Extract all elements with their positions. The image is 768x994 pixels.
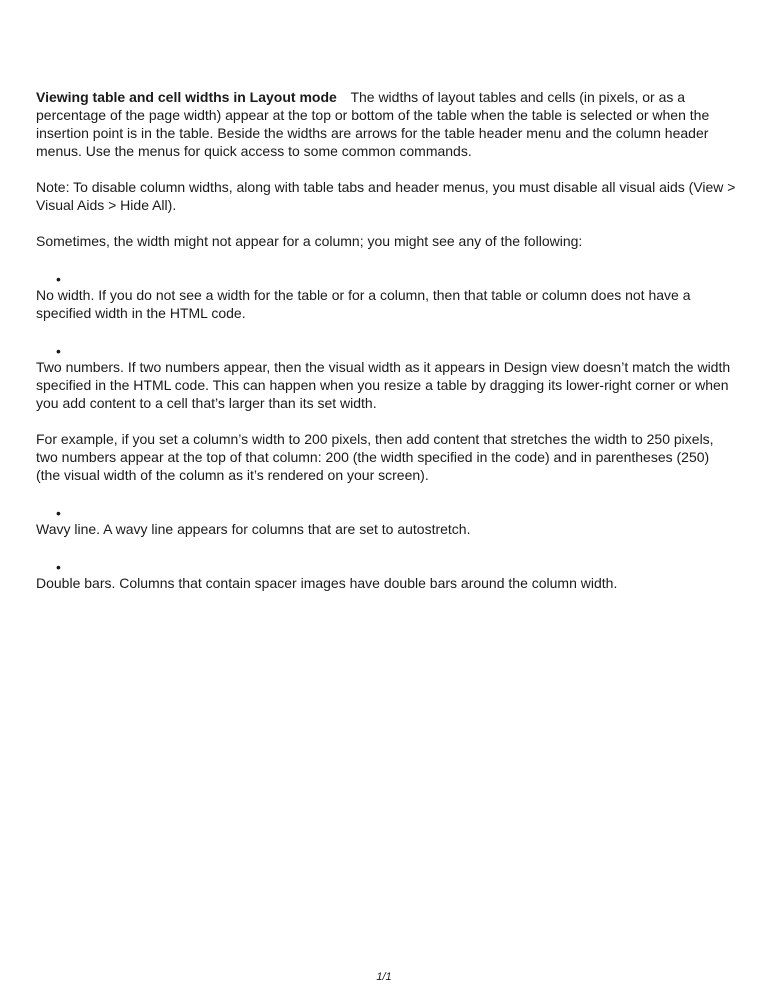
- list-item-text: No width. If you do not see a width for the table or for a column, then that table or column does not have a specified width in the HTML code.: [36, 287, 691, 321]
- list-item-text: Two numbers. If two numbers appear, then the visual width as it appears in Design view doesn’t match the width specified in the HTML code. This can happen when you resize a table by dragging its lower-right corner or when you add content to a cell that’s larger than its set width.: [36, 359, 731, 411]
- lead-in-paragraph: Sometimes, the width might not appear for a column; you might see any of the following:: [36, 233, 583, 249]
- bullet-icon: •: [56, 559, 61, 575]
- intro-paragraph: [36, 88, 736, 160]
- list-item-double-bars: [36, 556, 736, 592]
- example-paragraph: For example, if you set a column’s width to 200 pixels, then add content that stretches the width to 250 pixels, two numbers appear at the top of that column: 200 (the width specified in the code) and in parentheses (250) (the visual width of the column as it’s rendered on your screen).: [36, 431, 714, 483]
- bullet-icon: •: [56, 271, 61, 287]
- list-item-no-width: [36, 268, 736, 322]
- document-page: [36, 88, 736, 610]
- list-item-text: Double bars. Columns that contain spacer images have double bars around the column width.: [36, 575, 618, 591]
- intro-heading: Viewing table and cell widths in Layout mode: [36, 89, 337, 105]
- note-paragraph: Note: To disable column widths, along with table tabs and header menus, you must disable all visual aids (View > Visual Aids > Hide All).: [36, 179, 736, 213]
- list-item-two-numbers: [36, 340, 736, 412]
- intro-text: The widths of layout tables and cells (in pixels, or as a percentage of the page width) appear at the top or bottom of the table when the table is selected or when the insertion point is in the table. Beside the widths are arrows for the table header menu and the column header menus. Use the menus for quick access to some common commands.: [36, 89, 710, 159]
- list-item-wavy-line: [36, 502, 736, 538]
- list-item-text: Wavy line. A wavy line appears for columns that are set to autostretch.: [36, 521, 471, 537]
- bullet-icon: •: [56, 505, 61, 521]
- page-number: 1/1: [376, 971, 392, 983]
- bullet-icon: •: [56, 343, 61, 359]
